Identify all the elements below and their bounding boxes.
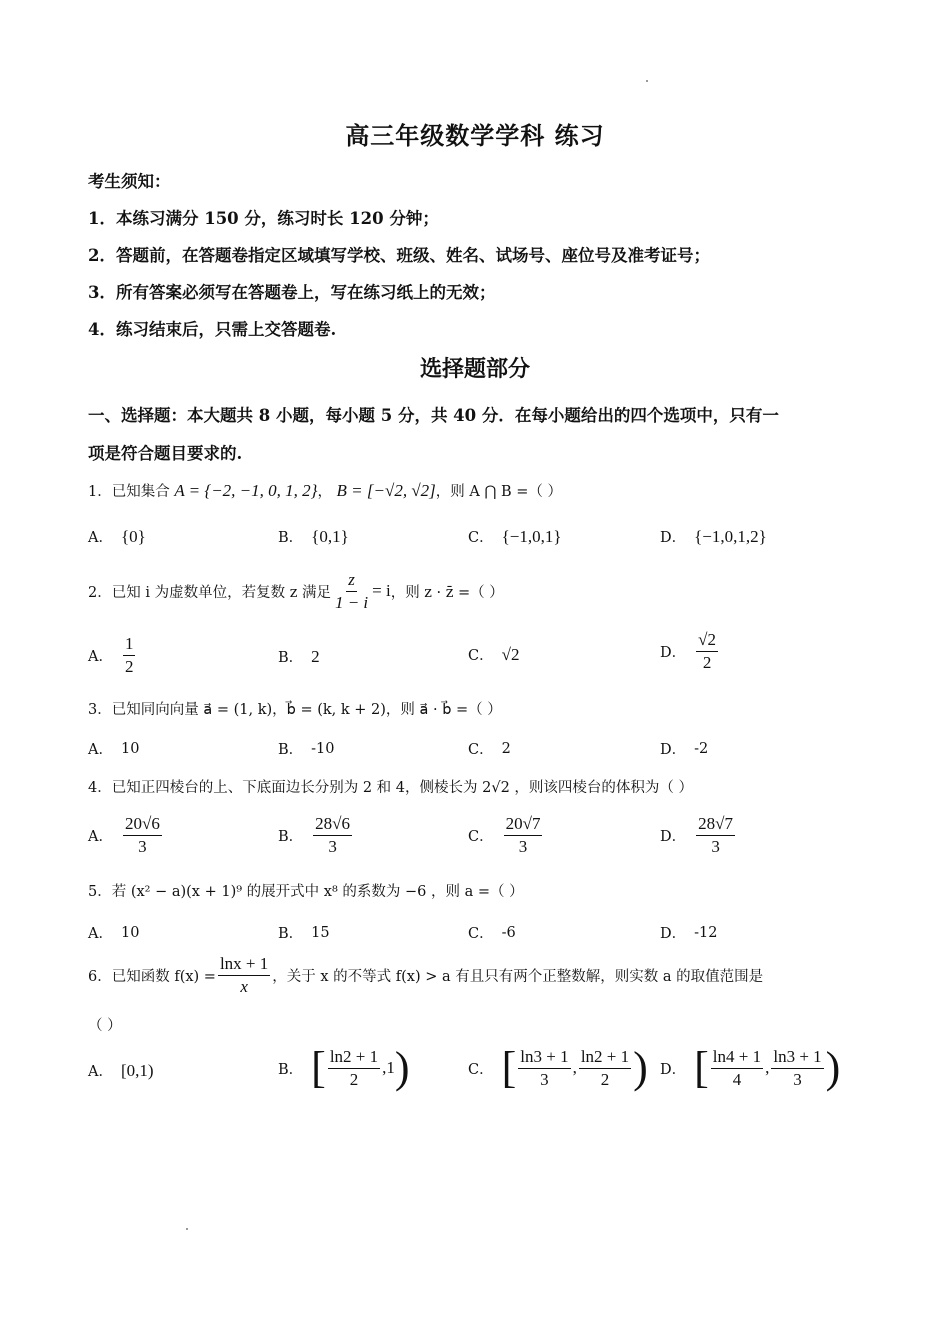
option-value: -10 — [311, 740, 335, 757]
option-fraction — [518, 1047, 570, 1089]
q5-option-d[interactable] — [660, 922, 718, 943]
question-2-suffix: ，则 z · z̄ =（ ） — [390, 584, 504, 601]
q4-option-d[interactable] — [660, 814, 737, 856]
q2-option-b[interactable] — [278, 646, 320, 667]
fraction-denominator: 2 — [702, 652, 712, 672]
question-1-set-b: B = [−√2, √2] — [336, 481, 436, 500]
fraction-numerator: ln2 + 1 — [579, 1047, 631, 1069]
option-letter: D． — [660, 530, 687, 546]
q3-option-a[interactable] — [88, 738, 139, 759]
option-value: {0} — [120, 526, 146, 546]
q5-option-b[interactable] — [278, 922, 330, 943]
fraction-numerator: ln2 + 1 — [328, 1047, 380, 1069]
fraction-denominator: 3 — [328, 836, 337, 856]
right-paren: ) — [633, 1043, 648, 1092]
notice-item: 1．本练习满分 150 分，练习时长 120 分钟； — [88, 209, 439, 228]
option-fraction — [696, 814, 735, 856]
q1-option-d[interactable] — [660, 526, 767, 547]
option-letter: C． — [468, 648, 494, 664]
section-intro-line2: 项是符合题目要求的. — [88, 444, 243, 463]
fraction-numerator: 1 — [123, 634, 136, 656]
left-bracket: [ — [694, 1043, 709, 1092]
question-4: 4．已知正四棱台的上、下底面边长分别为 2 和 4，侧棱长为 2√2 ，则该四棱台的体积为（ ） — [88, 780, 694, 796]
q1-option-a[interactable] — [88, 526, 146, 547]
question-1-prefix: 1．已知集合 — [88, 484, 170, 500]
fraction-denominator: 2 — [349, 1069, 359, 1089]
option-value: 10 — [120, 740, 140, 757]
option-letter: A． — [88, 648, 113, 665]
comma: , — [765, 1058, 770, 1077]
q2-option-a[interactable] — [88, 634, 137, 676]
option-value: 2 — [311, 646, 320, 666]
fraction-numerator: lnx + 1 — [218, 954, 270, 976]
fraction-denominator: 3 — [138, 836, 147, 856]
fraction-numerator: 28√6 — [313, 814, 352, 836]
option-letter: B． — [278, 530, 304, 546]
question-2-eq: = i — [372, 581, 391, 601]
question-5: 5．若 (x² − a)(x + 1)⁹ 的展开式中 x⁸ 的系数为 −6 ，则 a =（ ） — [88, 884, 524, 900]
q4-option-b[interactable] — [278, 814, 354, 856]
q2-option-c[interactable] — [468, 644, 519, 665]
option-value: 10 — [120, 924, 140, 941]
fraction-denominator: 4 — [732, 1069, 742, 1089]
question-6-answer-parens: （ ） — [88, 1018, 122, 1034]
option-letter: B． — [278, 742, 304, 758]
question-6-prefix: 6．已知函数 f(x) = — [88, 968, 216, 985]
option-letter: D． — [660, 742, 687, 758]
question-1-suffix: ，则 A ⋂ B =（ ） — [435, 484, 562, 500]
question-6-suffix: ，关于 x 的不等式 f(x) > a 有且只有两个正整数解，则实数 a 的取值范围是 — [272, 968, 764, 985]
option-letter: C． — [468, 926, 494, 942]
option-letter: D． — [660, 1061, 687, 1078]
option-letter: B． — [278, 926, 304, 942]
q6-option-a[interactable] — [88, 1060, 154, 1081]
fraction-numerator: 20√6 — [123, 814, 162, 836]
fraction-numerator: 28√7 — [696, 814, 735, 836]
option-letter: D． — [660, 926, 687, 942]
option-value: -2 — [694, 740, 709, 757]
option-letter: A． — [88, 530, 113, 546]
notice-heading: 考生须知： — [88, 172, 171, 191]
option-letter: C． — [468, 1061, 494, 1078]
option-value: [0,1) — [120, 1060, 154, 1080]
q3-option-c[interactable] — [468, 738, 511, 759]
option-fraction — [328, 1047, 380, 1089]
right-paren: ) — [825, 1043, 841, 1092]
fraction-denominator: 2 — [600, 1069, 610, 1089]
option-fraction — [696, 630, 718, 672]
fraction-denominator: 3 — [518, 836, 528, 856]
option-value: -12 — [694, 924, 718, 941]
q1-option-b[interactable] — [278, 526, 349, 547]
page-title: 高三年级数学学科 练习 — [345, 121, 605, 150]
question-1-sep: ， — [317, 484, 332, 500]
option-letter: C． — [468, 530, 494, 546]
option-fraction — [771, 1047, 823, 1089]
q6-option-b[interactable] — [278, 1043, 410, 1092]
q3-option-b[interactable] — [278, 738, 335, 759]
fraction-denominator: 2 — [124, 656, 134, 676]
option-letter: B． — [278, 650, 304, 666]
fraction-denominator: 3 — [711, 836, 720, 856]
option-fraction — [123, 634, 136, 676]
question-2-prefix: 2．已知 i 为虚数单位，若复数 z 满足 — [88, 584, 331, 601]
q6-option-d[interactable] — [660, 1043, 841, 1092]
option-letter: A． — [88, 742, 113, 758]
q1-option-c[interactable] — [468, 526, 562, 547]
fraction-denominator: 1 − i — [334, 592, 369, 612]
question-2 — [88, 570, 504, 612]
fraction-numerator: 20√7 — [504, 814, 543, 836]
option-value: -6 — [501, 924, 516, 941]
q4-option-c[interactable] — [468, 814, 544, 856]
left-bracket: [ — [311, 1043, 326, 1092]
fraction-denominator: x — [240, 976, 248, 996]
option-letter: D． — [660, 828, 687, 845]
fraction-numerator: ln4 + 1 — [711, 1047, 763, 1069]
question-1 — [88, 480, 562, 501]
fraction-numerator: ln3 + 1 — [771, 1047, 823, 1069]
right-paren: ) — [394, 1043, 410, 1092]
fraction-numerator: √2 — [696, 630, 718, 652]
question-6-fraction — [218, 954, 270, 996]
fraction-numerator: z — [346, 570, 357, 592]
q3-option-d[interactable] — [660, 738, 708, 759]
section-title: 选择题部分 — [419, 356, 530, 382]
notice-item: 4．练习结束后，只需上交答题卷. — [88, 320, 337, 339]
option-fraction — [313, 814, 352, 856]
option-letter: B． — [278, 828, 304, 845]
option-fraction — [579, 1047, 631, 1089]
option-letter: C． — [468, 828, 494, 845]
option-letter: C． — [468, 742, 494, 758]
fraction-denominator: 3 — [540, 1069, 549, 1089]
fraction-denominator: 3 — [793, 1069, 802, 1089]
q5-option-a[interactable] — [88, 922, 139, 943]
option-fraction — [504, 814, 543, 856]
q4-option-a[interactable] — [88, 814, 164, 856]
option-letter: A． — [88, 926, 113, 942]
option-value: √2 — [501, 644, 520, 664]
scan-dot — [186, 1228, 188, 1230]
option-letter: A． — [88, 828, 113, 845]
notice-item: 2．答题前，在答题卷指定区域填写学校、班级、姓名、试场号、座位号及准考证号； — [88, 246, 710, 265]
notice-item: 3．所有答案必须写在答题卷上，写在练习纸上的无效； — [88, 283, 496, 302]
question-1-set-a: A = {−2, −1, 0, 1, 2} — [174, 481, 318, 500]
q6-option-c[interactable] — [468, 1043, 648, 1092]
scan-dot — [646, 80, 648, 82]
question-3: 3．已知同向向量 a⃗ = (1, k)，b⃗ = (k, k + 2)，则 a⃗ · b⃗ =（ ） — [88, 702, 502, 718]
left-bracket: [ — [501, 1043, 517, 1092]
option-value: 15 — [311, 924, 330, 941]
option-letter: D． — [660, 644, 687, 661]
option-letter: B． — [278, 1061, 304, 1078]
question-6 — [88, 954, 763, 996]
q2-option-d[interactable] — [660, 630, 720, 672]
q5-option-c[interactable] — [468, 922, 516, 943]
option-value: {−1,0,1,2} — [694, 526, 767, 546]
option-fraction — [123, 814, 162, 856]
comma: , — [572, 1058, 577, 1077]
option-value: {−1,0,1} — [501, 526, 562, 546]
fraction-numerator: ln3 + 1 — [518, 1047, 570, 1069]
option-letter: A． — [88, 1064, 113, 1080]
option-tail: ,1 — [382, 1058, 395, 1077]
option-value: 2 — [501, 740, 511, 757]
question-2-fraction — [333, 570, 370, 612]
option-value: {0,1} — [311, 526, 349, 546]
section-intro-line1: 一、选择题：本大题共 8 小题，每小题 5 分，共 40 分．在每小题给出的四个选项中，只有一 — [88, 406, 779, 425]
option-fraction — [711, 1047, 763, 1089]
